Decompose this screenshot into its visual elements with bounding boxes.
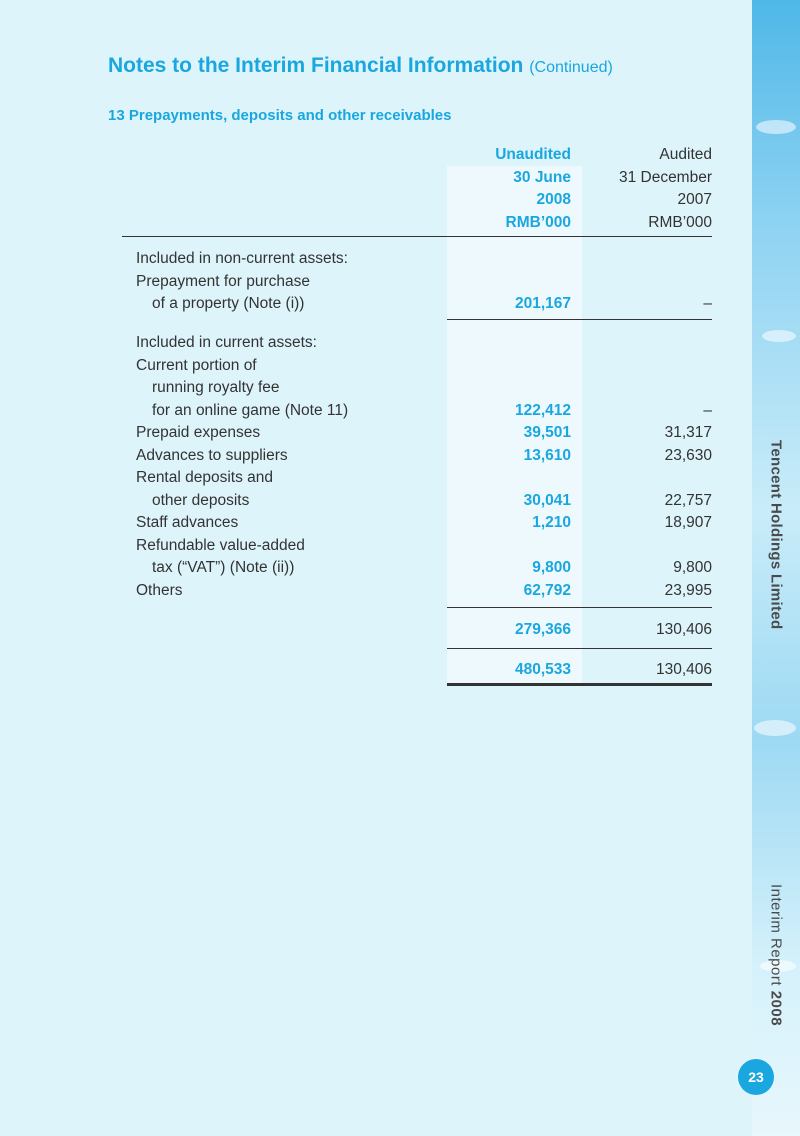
header-rule bbox=[122, 236, 712, 237]
cloud-decoration bbox=[762, 330, 796, 342]
row-label: Current portion of bbox=[136, 356, 257, 374]
row-label: Rental deposits and bbox=[136, 469, 274, 486]
section-heading: 13 Prepayments, deposits and other receivables bbox=[108, 107, 452, 124]
table-row bbox=[136, 535, 712, 558]
current-period-header bbox=[447, 144, 571, 234]
header-line: 30 June bbox=[513, 168, 571, 186]
subtotal-rule bbox=[447, 319, 712, 320]
row-label: Staff advances bbox=[136, 514, 239, 531]
row-label: Advances to suppliers bbox=[136, 446, 288, 464]
table-row bbox=[136, 557, 712, 580]
page-number: 23 bbox=[738, 1059, 774, 1095]
current-value: 30,041 bbox=[523, 491, 571, 509]
current-value: 62,792 bbox=[523, 581, 571, 599]
prior-value: 9,800 bbox=[673, 559, 712, 576]
current-value: 39,501 bbox=[523, 424, 571, 441]
row-label: tax (“VAT”) (Note (ii)) bbox=[152, 559, 295, 576]
subtotal-rule bbox=[447, 607, 712, 608]
row-label: Included in current assets: bbox=[136, 334, 317, 351]
prior-value: 23,630 bbox=[664, 446, 712, 464]
row-label: other deposits bbox=[152, 491, 250, 509]
header-line: RMB’000 bbox=[505, 213, 571, 231]
prior-value: 22,757 bbox=[664, 491, 712, 509]
table-row bbox=[136, 271, 712, 294]
current-value: 201,167 bbox=[514, 295, 571, 312]
table-row-total bbox=[136, 659, 712, 682]
table-row bbox=[136, 445, 712, 468]
table-row bbox=[136, 293, 712, 316]
page-title-text: Notes to the Interim Financial Information bbox=[108, 54, 524, 77]
row-label: Prepayment for purchase bbox=[136, 272, 311, 290]
row-label: Others bbox=[136, 581, 183, 599]
header-line: Audited bbox=[659, 146, 712, 163]
current-value: 9,800 bbox=[532, 559, 571, 576]
table-row bbox=[136, 332, 712, 355]
total-rule bbox=[447, 648, 712, 649]
table-row bbox=[136, 400, 712, 423]
table-row bbox=[136, 248, 712, 271]
row-label: of a property (Note (i)) bbox=[152, 295, 305, 312]
table-row bbox=[136, 490, 712, 513]
row-label: for an online game (Note 11) bbox=[152, 401, 349, 419]
row-label: Included in non-current assets: bbox=[136, 250, 348, 267]
report-label bbox=[768, 884, 785, 1026]
prior-value: – bbox=[703, 401, 712, 419]
prior-period-header bbox=[582, 144, 712, 234]
cloud-decoration bbox=[756, 120, 796, 134]
report-year: 2008 bbox=[767, 990, 785, 1027]
prior-value: 23,995 bbox=[664, 581, 712, 599]
table-row bbox=[136, 467, 712, 490]
table-row bbox=[136, 377, 712, 400]
page-title-suffix: (Continued) bbox=[529, 59, 613, 76]
table-row bbox=[136, 580, 712, 603]
header-line: 2007 bbox=[677, 191, 712, 208]
prior-value: 130,406 bbox=[655, 621, 712, 638]
current-value: 480,533 bbox=[514, 661, 571, 678]
header-line: Unaudited bbox=[495, 146, 571, 163]
header-line: RMB’000 bbox=[648, 213, 712, 231]
page-title bbox=[108, 54, 613, 78]
row-label: running royalty fee bbox=[152, 379, 280, 396]
company-name: Tencent Holdings Limited bbox=[767, 440, 785, 630]
current-value: 279,366 bbox=[514, 621, 571, 638]
cloud-decoration bbox=[754, 720, 796, 736]
table-row bbox=[136, 355, 712, 378]
sidebar bbox=[752, 0, 800, 1136]
row-label: Prepaid expenses bbox=[136, 424, 261, 441]
current-value: 122,412 bbox=[514, 401, 571, 419]
header-line: 31 December bbox=[618, 168, 712, 186]
row-label: Refundable value-added bbox=[136, 536, 305, 554]
prior-value: 130,406 bbox=[655, 661, 712, 678]
table-row bbox=[136, 422, 712, 445]
grand-total-double-rule bbox=[447, 683, 712, 686]
report-label-text: Interim Report bbox=[767, 884, 785, 987]
current-value: 1,210 bbox=[532, 514, 571, 531]
prior-value: 18,907 bbox=[664, 514, 712, 531]
current-value: 13,610 bbox=[523, 446, 571, 464]
table-row-subtotal bbox=[136, 619, 712, 642]
header-line: 2008 bbox=[536, 191, 571, 208]
table-row bbox=[136, 512, 712, 535]
prior-value: 31,317 bbox=[664, 424, 712, 441]
prior-value: – bbox=[703, 295, 712, 312]
